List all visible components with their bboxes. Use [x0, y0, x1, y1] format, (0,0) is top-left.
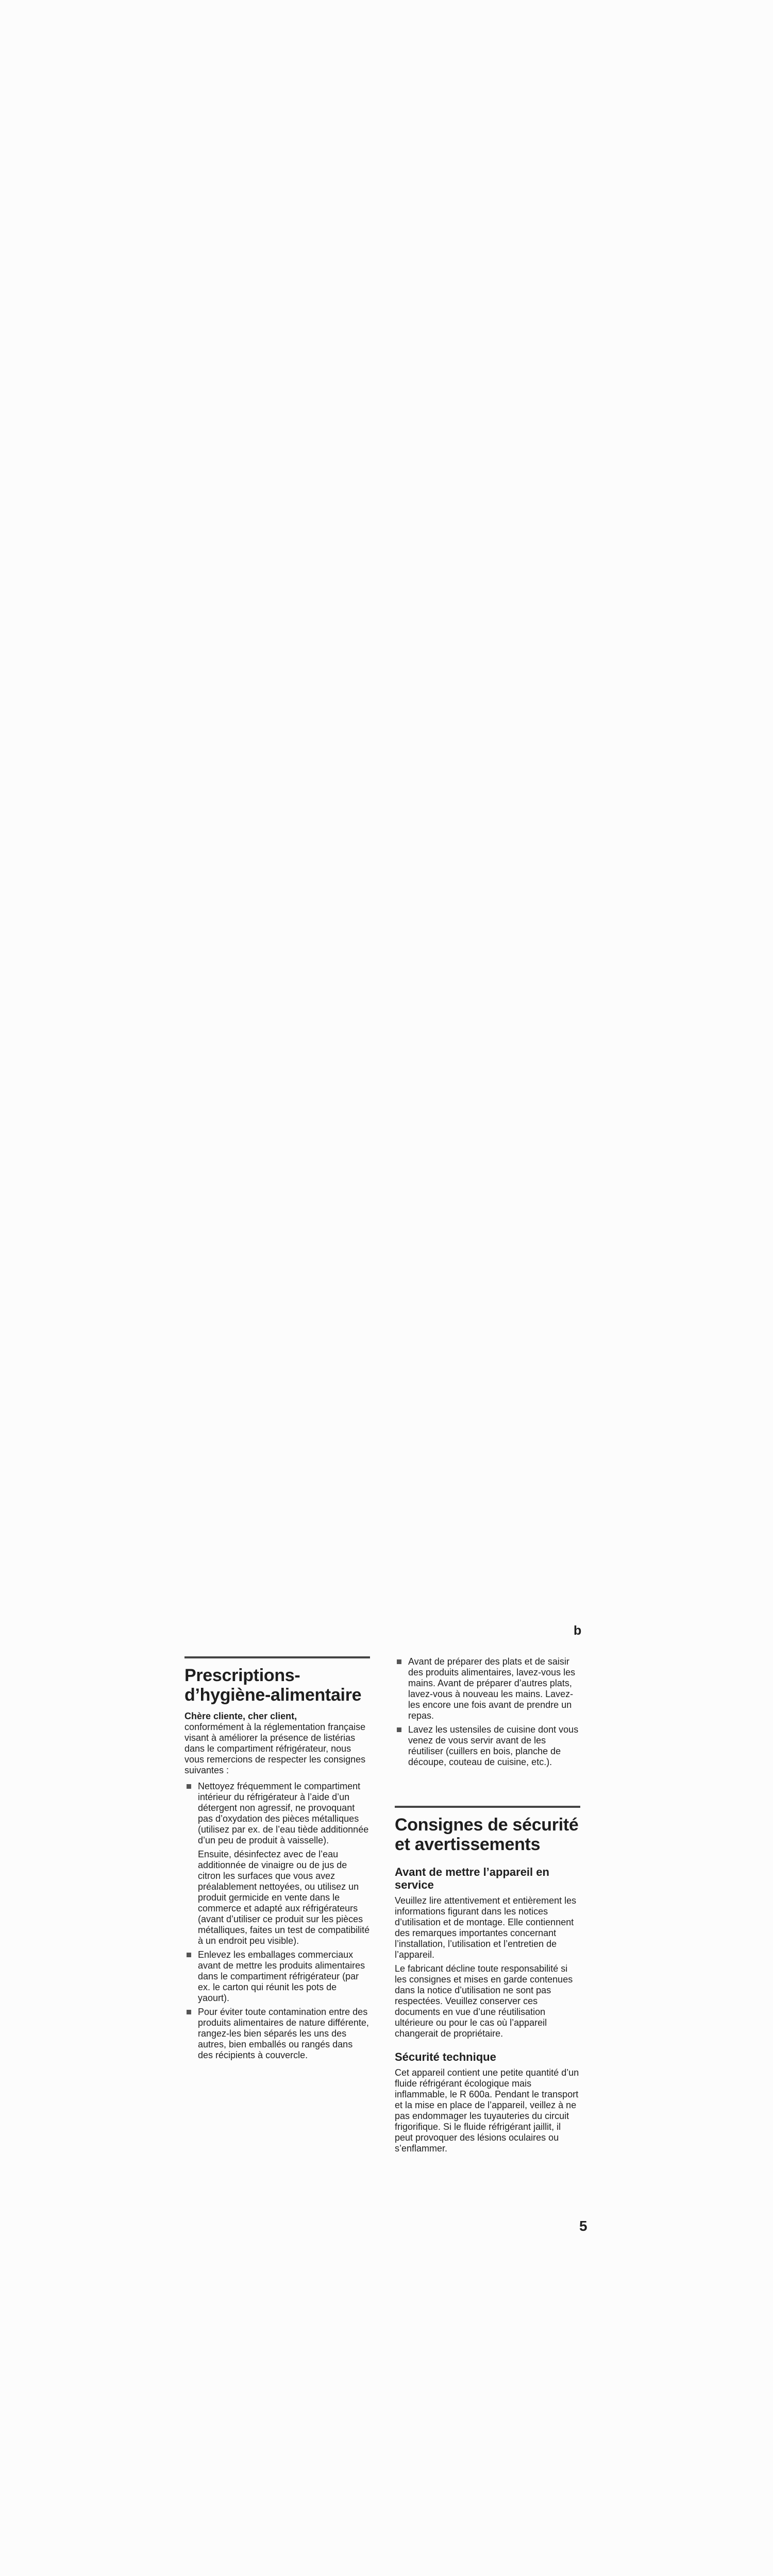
- before-use-paragraph: Veuillez lire attentivement et entièrement les informations figurant dans les notices d’utilisation et de montage. Elle contiennent des remarques importantes concernant l’installation, l’utilisation et l’entretien de l’appareil.: [395, 1895, 577, 1960]
- section-spacer: [395, 1771, 580, 1806]
- hygiene-title-line1: Prescriptions-: [184, 1666, 300, 1685]
- square-bullet-icon: [187, 1784, 191, 1789]
- language-mark: b: [574, 1623, 582, 1638]
- list-item: [184, 1781, 370, 1946]
- square-bullet-icon: [187, 2010, 191, 2014]
- list-item-text: Lavez les ustensiles de cuisine dont vous venez de vous servir avant de les réutiliser (cuillers en bois, planche de découpe, couteau de cuisine, etc.).: [408, 1724, 579, 1767]
- square-bullet-icon: [397, 1727, 401, 1732]
- hygiene-list-left: [184, 1781, 370, 2061]
- section-rule: [395, 1806, 580, 1808]
- technical-safety-heading: Sécurité technique: [395, 2050, 496, 2063]
- page-number: 5: [579, 2218, 587, 2234]
- hygiene-list-right: [395, 1656, 580, 1768]
- greeting: Chère cliente, cher client,: [184, 1711, 297, 1721]
- before-use-paragraph: Le fabricant décline toute responsabilité si les consignes et mises en garde contenues dans la notice d’utilisation ne sont pas respectées. Veuillez conserver ces documents en vue d’une réutilisation ultérieure ou pour le cas où l’appareil changerait de propriétaire.: [395, 1963, 573, 2039]
- safety-title: [395, 1815, 580, 1854]
- hygiene-intro: conformément à la réglementation française visant à améliorer la présence de listérias dans le compartiment réfrigérateur, nous vous remercions de respecter les consignes suivantes :: [184, 1722, 366, 1775]
- section-rule: [184, 1656, 370, 1658]
- before-use-heading: Avant de mettre l’appareil en service: [395, 1866, 549, 1891]
- hygiene-title-line2: d’hygiène-alimentaire: [184, 1685, 362, 1705]
- safety-title-line2: et avertissements: [395, 1835, 541, 1854]
- safety-title-line1: Consignes de sécurité: [395, 1815, 579, 1835]
- list-item-text: Nettoyez fréquemment le compartiment intérieur du réfrigérateur à l’aide d’un détergent non agressif, ne provoquant pas d’oxydation des pièces métalliques (utilisez par ex. de l’eau tiède additionnée d’un peu de produit à vaisselle).: [198, 1781, 369, 1845]
- square-bullet-icon: [187, 1953, 191, 1957]
- square-bullet-icon: [397, 1659, 401, 1664]
- list-item: [184, 1950, 370, 2004]
- list-item: [395, 1656, 580, 1721]
- hygiene-title: [184, 1666, 370, 1705]
- technical-safety-paragraph: Cet appareil contient une petite quantité d’un fluide réfrigérant écologique mais inflammable, le R 600a. Pendant le transport et la mise en place de l’appareil, veillez à ne pas endommager les tuyauteries du circuit frigorifique. Si le fluide réfrigérant jaillit, il peut provoquer des lésions oculaires ou s’enflammer.: [395, 2067, 579, 2154]
- hygiene-section: [184, 1656, 370, 2064]
- list-item-text: Avant de préparer des plats et de saisir des produits alimentaires, lavez-vous les mains. Avant de préparer d’autres plats, lavez-vous à nouveau les mains. Lavez-les encore une fois avant de prendre un repas.: [408, 1656, 576, 1721]
- list-item-text: Enlevez les emballages commerciaux avant de mettre les produits alimentaires dans le compartiment réfrigérateur (par ex. le carton qui réunit les pots de yaourt).: [198, 1950, 365, 2003]
- right-column: [395, 1656, 580, 2157]
- safety-section: [395, 1806, 580, 2154]
- list-item-text: Pour éviter toute contamination entre des produits alimentaires de nature différente, rangez-les bien séparés les uns des autres, bien emballés ou rangés dans des récipients à couvercle.: [198, 2007, 369, 2060]
- list-item: [395, 1724, 580, 1768]
- list-item-extra: Ensuite, désinfectez avec de l’eau additionnée de vinaigre ou de jus de citron les surfaces que vous avez préalablement nettoyées, ou utilisez un produit germicide en vente dans le commerce et adapté aux réfrigérateurs (avant d’utiliser ce produit sur les pièces métalliques, faites un test de compatibilité à un endroit peu visible).: [198, 1849, 370, 1946]
- list-item: [184, 2007, 370, 2061]
